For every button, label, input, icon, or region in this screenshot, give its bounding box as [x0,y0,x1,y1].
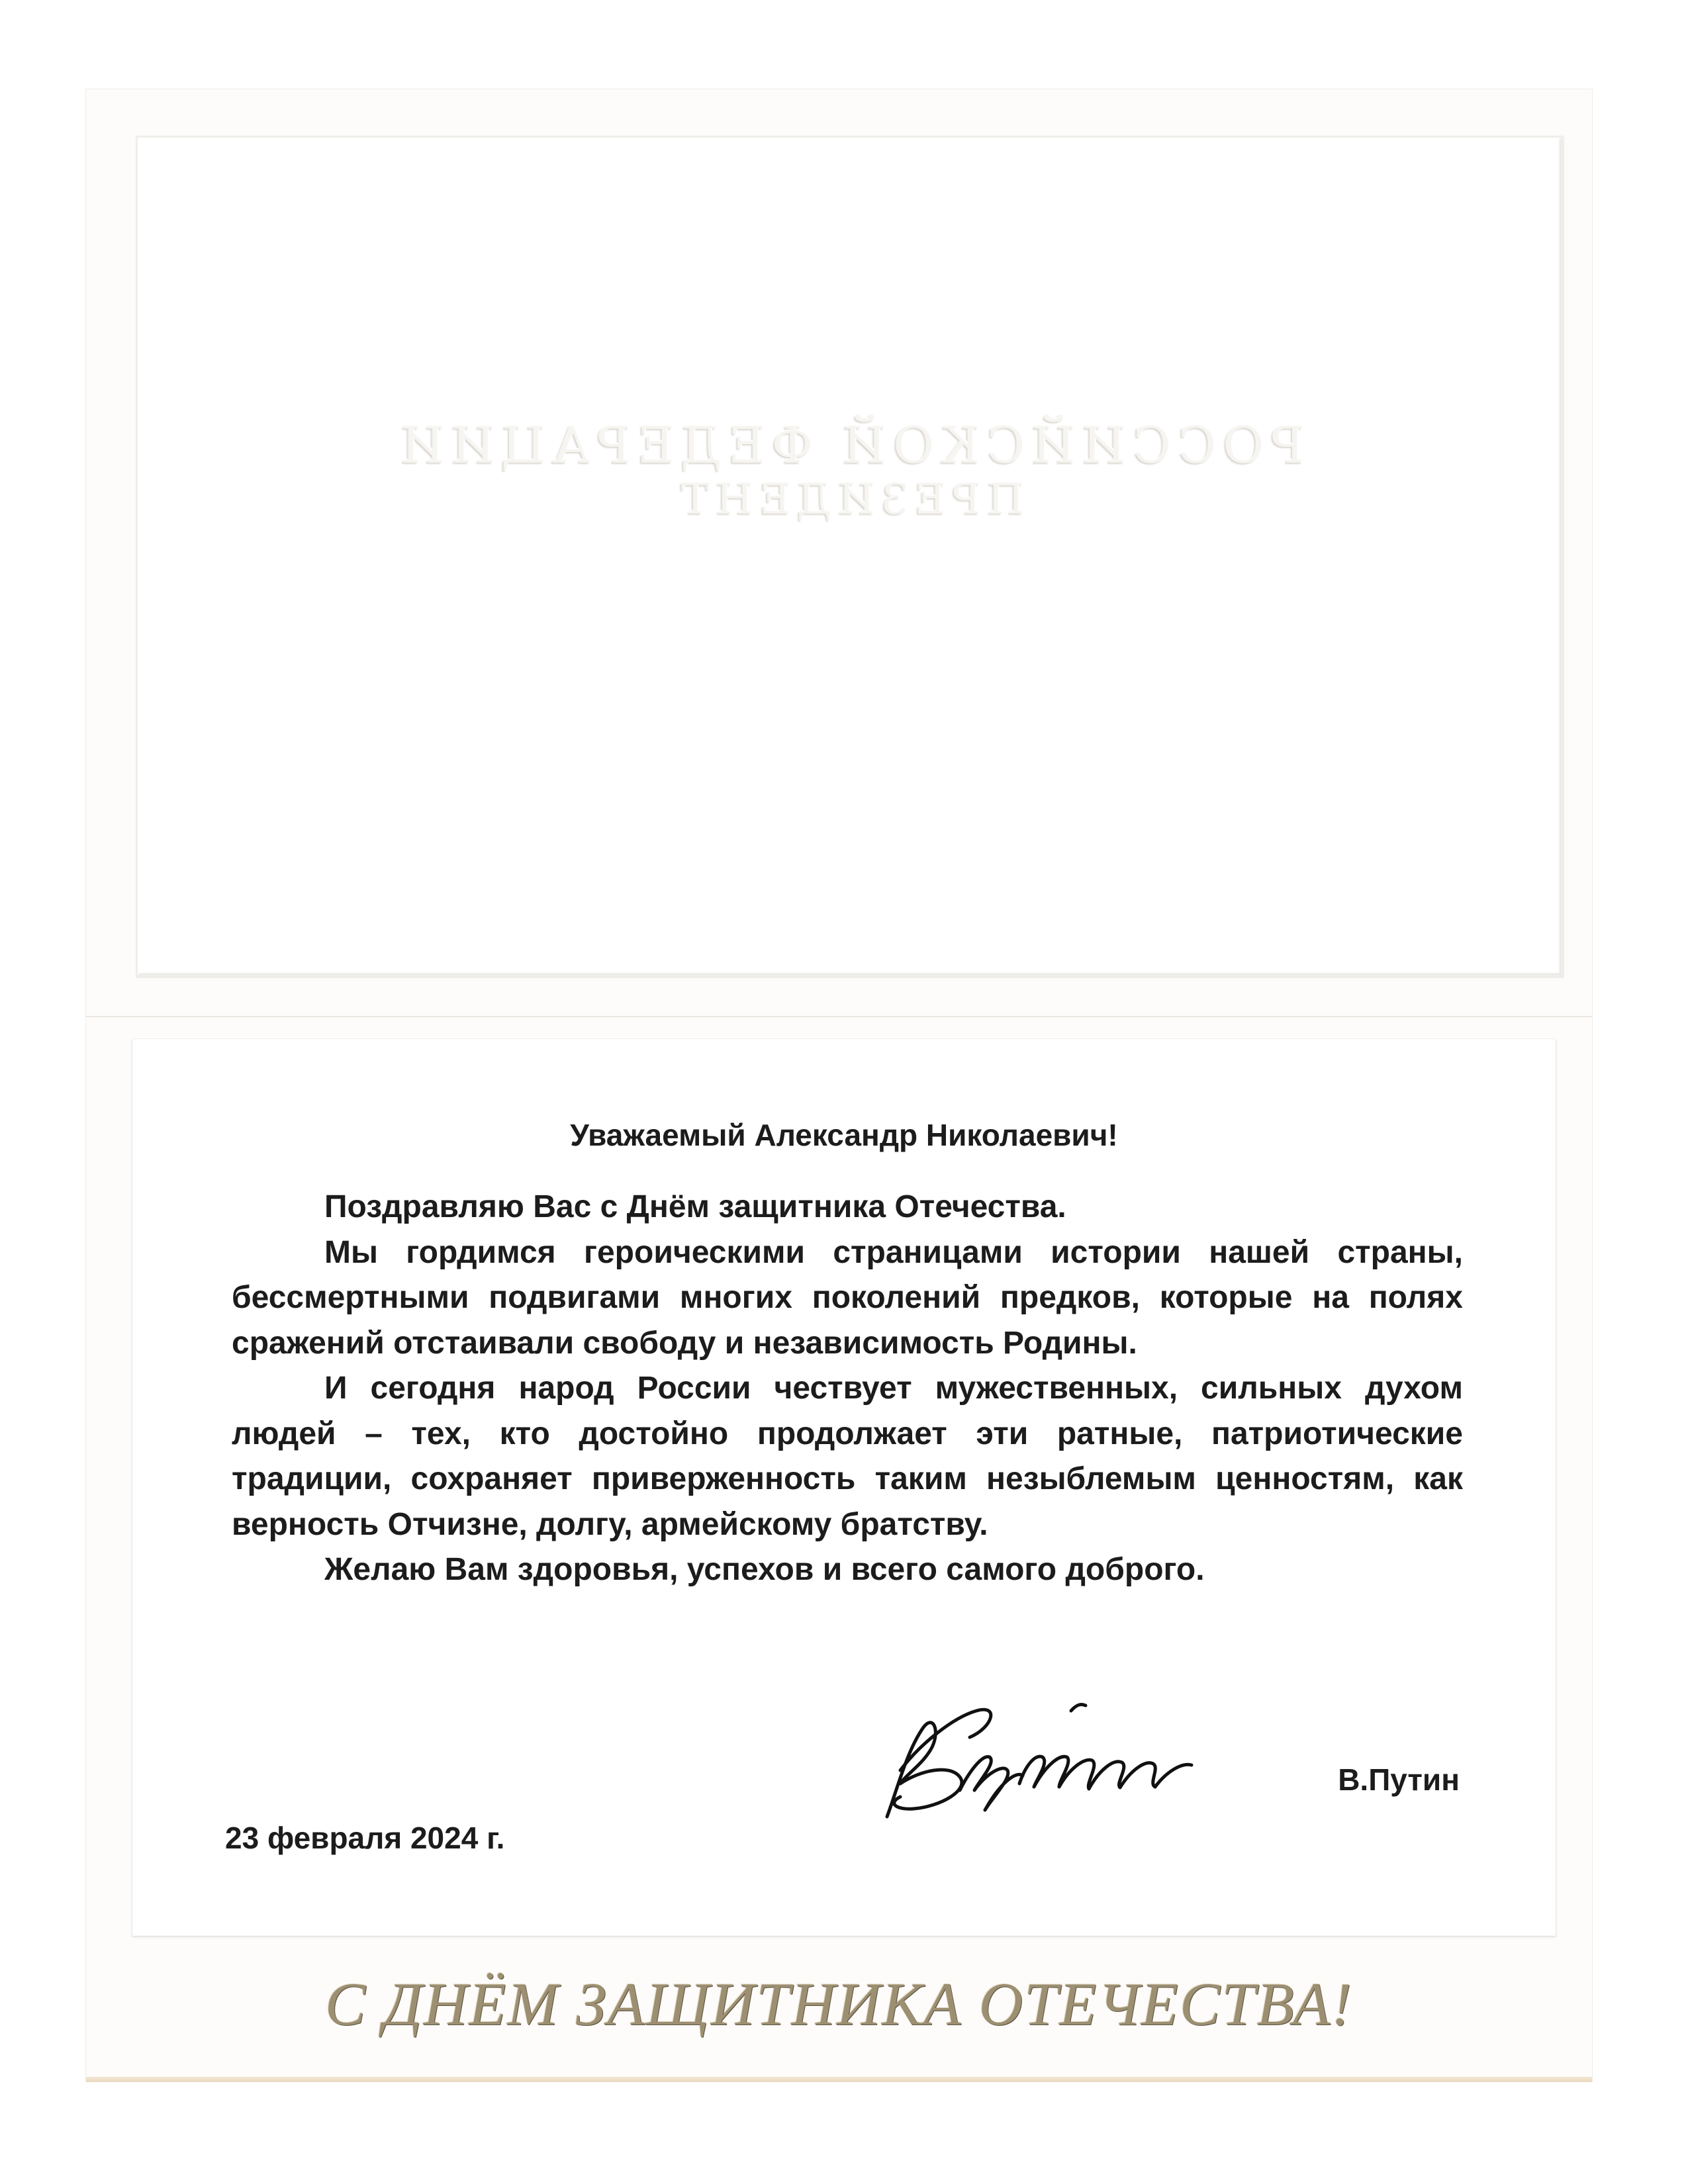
embossed-frame [136,136,1563,977]
letter-paragraph: Мы гордимся героическими страницами истории нашей страны, бессмертными подвигами многих поколений предков, которые на полях сражений отстаивали свободу и независимость Родины. [232,1234,1463,1361]
handwritten-signature [861,1691,1231,1823]
card-fold-line [86,1016,1592,1017]
embossed-text-line-2: ПРЕЗИДЕНТ [674,475,1025,524]
letter-greeting: Уважаемый Александр Николаевич! [570,1118,1118,1152]
signer-name: В.Путин [1338,1762,1460,1797]
letter-paragraph: Желаю Вам здоровья, успехов и всего самого доброго. [324,1552,1205,1587]
card-edge [86,2077,1592,2082]
letter-paragraph: И сегодня народ России чествует мужественных, сильных духом людей – тех, кто достойно продолжает эти ратные, патриотические традиции, сохраняет приверженность таким незыблемым ценностям, как верность Отчизне, долгу, армейскому братству. [232,1371,1463,1542]
letter-paragraph: Поздравляю Вас с Днём защитника Отечества. [324,1189,1066,1224]
card-footer-title: С ДНЁМ ЗАЩИТНИКА ОТЕЧЕСТВА! [324,1970,1354,2038]
letter-date: 23 февраля 2024 г. [225,1821,505,1855]
embossed-text-line-1: РОССИЙСКОЙ ФЕДЕРАЦИИ [394,416,1305,475]
letter-body [232,1185,1463,1593]
